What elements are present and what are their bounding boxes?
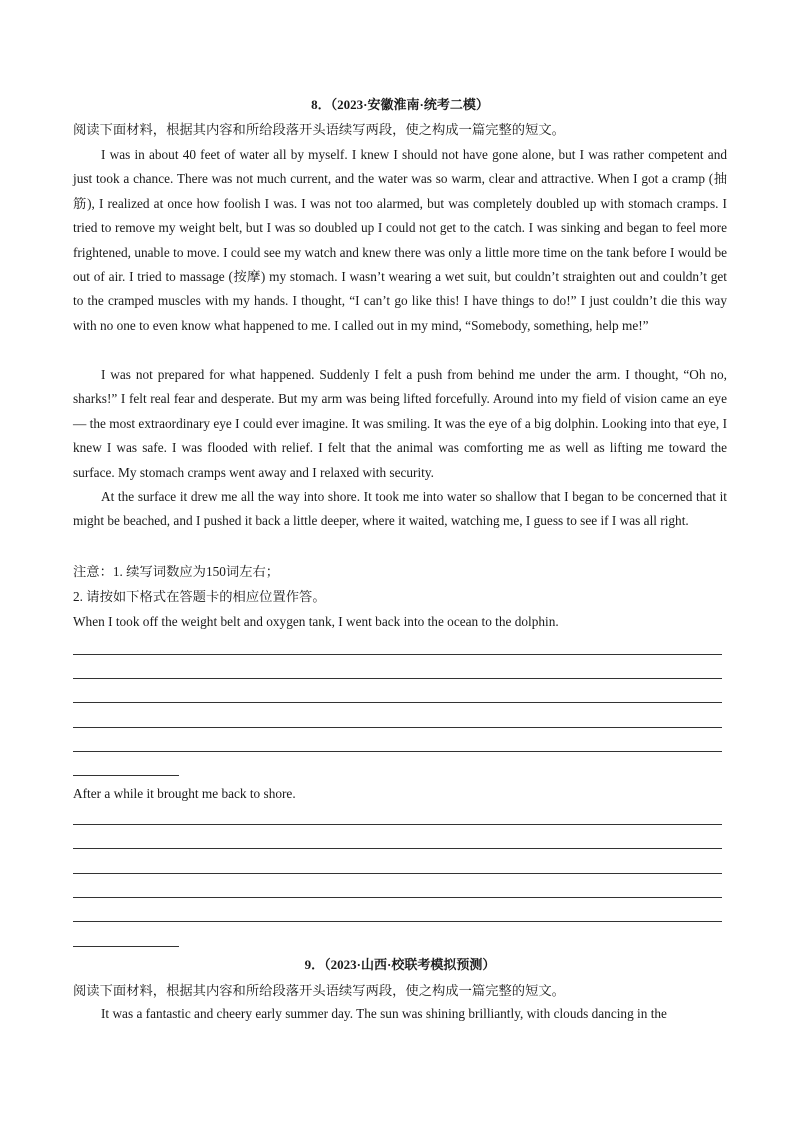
question-8-title: 8．（2023·安徽淮南·统考二模） <box>311 97 489 112</box>
answer-line[interactable] <box>73 873 722 874</box>
question-8-instruction: 阅读下面材料，根据其内容和所给段落开头语续写两段，使之构成一篇完整的短文。 <box>73 122 565 137</box>
answer-line[interactable] <box>73 654 722 655</box>
note-format: 2. 请按如下格式在答题卡的相应位置作答。 <box>73 589 326 604</box>
question-9-title: 9．（2023·山西·校联考模拟预测） <box>304 957 496 972</box>
note-word-count: 注意：1. 续写词数应为150词左右； <box>73 564 280 579</box>
q8-paragraph-3: At the surface it drew me all the way into shore. It took me into water so shallow that I began to be concerned that it might be beached, and I pushed it back a little deeper, where it waited, watching me, I guess to see if I was all right. <box>73 489 727 529</box>
q9-paragraph-1: It was a fantastic and cheery early summer day. The sun was shining brilliantly, with clouds dancing in the <box>101 1006 667 1021</box>
continuation-prompt-2: After a while it brought me back to shore. <box>73 786 296 801</box>
answer-line[interactable] <box>73 921 722 922</box>
question-9-instruction: 阅读下面材料，根据其内容和所给段落开头语续写两段，使之构成一篇完整的短文。 <box>73 983 565 998</box>
q8-paragraph-2: I was not prepared for what happened. Suddenly I felt a push from behind me under the arm. I thought, “Oh no, sharks!” I felt real fear and desperate. But my arm was being lifted forcefully. Around into my field of vision came an eye — the most extraordinary eye I could ever imagine. It was smiling. It was the eye of a big dolphin. Looking into that eye, I knew I was safe. I was flooded with relief. I felt that the animal was comforting me as well as lifting me toward the surface. My stomach cramps went away and I relaxed with security. <box>73 367 727 480</box>
answer-line-short[interactable] <box>73 946 179 947</box>
answer-line[interactable] <box>73 678 722 679</box>
continuation-prompt-1: When I took off the weight belt and oxygen tank, I went back into the ocean to the dolphin. <box>73 614 559 629</box>
answer-line[interactable] <box>73 897 722 898</box>
answer-line[interactable] <box>73 727 722 728</box>
answer-line[interactable] <box>73 848 722 849</box>
answer-line[interactable] <box>73 702 722 703</box>
q8-paragraph-1: I was in about 40 feet of water all by myself. I knew I should not have gone alone, but I was rather competent and just took a chance. There was not much current, and the water was so warm, clear and attractive. When I got a cramp (抽筋), I realized at once how foolish I was. I was not too alarmed, but was completely doubled up with stomach cramps. I tried to remove my weight belt, but I was so doubled up I could not get to the catch. I was sinking and began to feel more frightened, unable to move. I could see my watch and knew there was only a little more time on the tank before I would be out of air. I tried to massage (按摩) my stomach. I wasn’t wearing a wet suit, but couldn’t straighten out and couldn’t get to the cramped muscles with my hands. I thought, “I can’t go like this! I have things to do!” I just couldn’t die this way with no one to even know what happened to me. I called out in my mind, “Somebody, something, help me!” <box>73 147 727 333</box>
answer-line[interactable] <box>73 824 722 825</box>
answer-line-short[interactable] <box>73 775 179 776</box>
answer-line[interactable] <box>73 751 722 752</box>
